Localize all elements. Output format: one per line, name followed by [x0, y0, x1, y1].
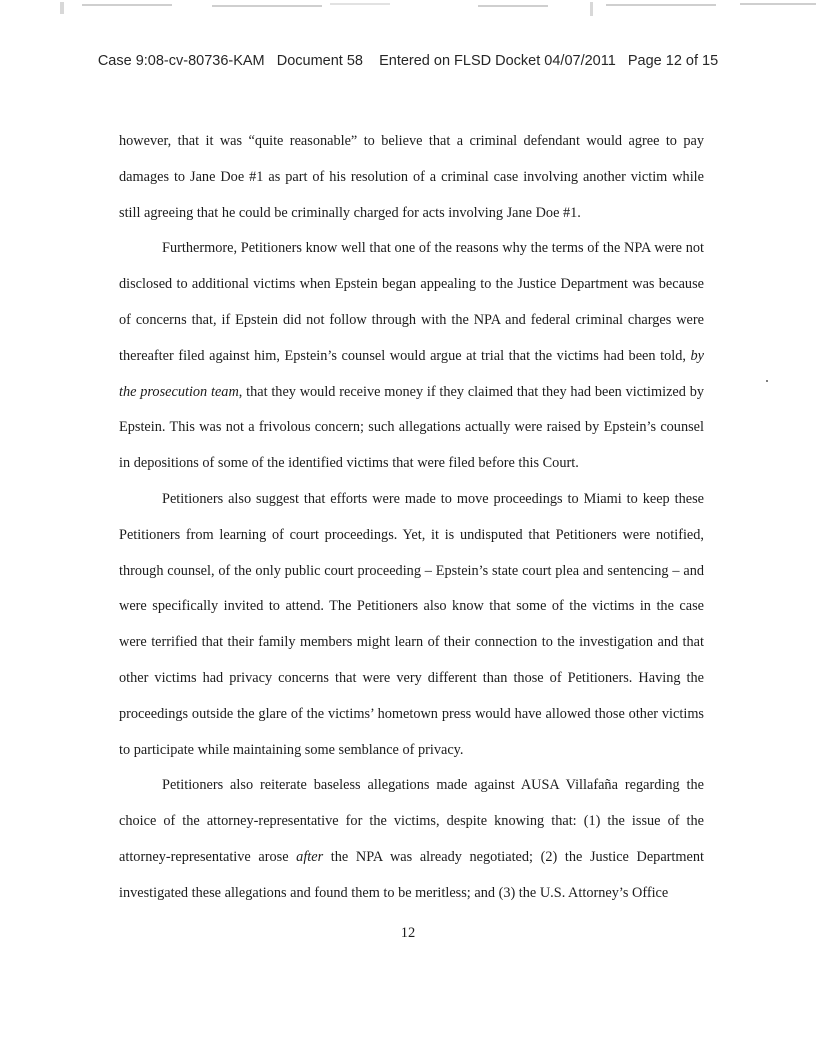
text-run: the NPA was already negotiated; (2) the Justice Department investigated these allegations and found them to be meritless; and (3) the U.S. Attorney’s Office: [119, 848, 704, 901]
body-paragraph: [119, 231, 704, 482]
text-run: Petitioners also reiterate baseless allegations made against AUSA Villafaña regarding the choice of the attorney-representative for the victims, despite knowing that: (1) the issue of the attorney-representative arose: [119, 777, 704, 865]
case-header: Case 9:08-cv-80736-KAM Document 58 Entered on FLSD Docket 04/07/2011 Page 12 of 15: [97, 53, 719, 69]
page-number: 12: [400, 925, 416, 941]
document-body: [119, 124, 704, 912]
scan-speck: [766, 380, 768, 382]
body-paragraph: [119, 768, 704, 911]
text-run: Furthermore, Petitioners know well that one of the reasons why the terms of the NPA were not disclosed to additional victims when Epstein began appealing to the Justice Department was because of concerns that, if Epstein did not follow through with the NPA and federal criminal charges were thereafter filed against him, Epstein’s counsel would argue at trial that the victims had been told,: [119, 240, 704, 364]
scan-artifact-strip: [0, 0, 816, 22]
body-paragraph: [119, 124, 704, 231]
text-run: , that they would receive money if they claimed that they had been victimized by Epstein. This was not a frivolous concern; such allegations actually were raised by Epstein’s counsel in depositions of some of the identified victims that were filed before this Court.: [119, 383, 704, 472]
italic-phrase: after: [296, 848, 324, 865]
body-paragraph: [119, 482, 704, 768]
text-run: Petitioners also suggest that efforts were made to move proceedings to Miami to keep these Petitioners from learning of court proceedings. Yet, it is undisputed that Petitioners were notified, through counsel, of the only public court proceeding – Epstein’s state court plea and sentencing – and were specifically invited to attend. The Petitioners also know that some of the victims in the case were terrified that their family members might learn of their connection to the investigation and that other victims had privacy concerns that were very different than those of Petitioners. Having the proceedings outside the glare of the victims’ hometown press would have allowed those other victims to participate while maintaining some semblance of privacy.: [119, 490, 704, 758]
text-run: however, that it was “quite reasonable” to believe that a criminal defendant would agree to pay damages to Jane Doe #1 as part of his resolution of a criminal case involving another victim while still agreeing that he could be criminally charged for acts involving Jane Doe #1.: [119, 133, 704, 221]
italic-phrase: by the prosecution team: [119, 347, 704, 400]
